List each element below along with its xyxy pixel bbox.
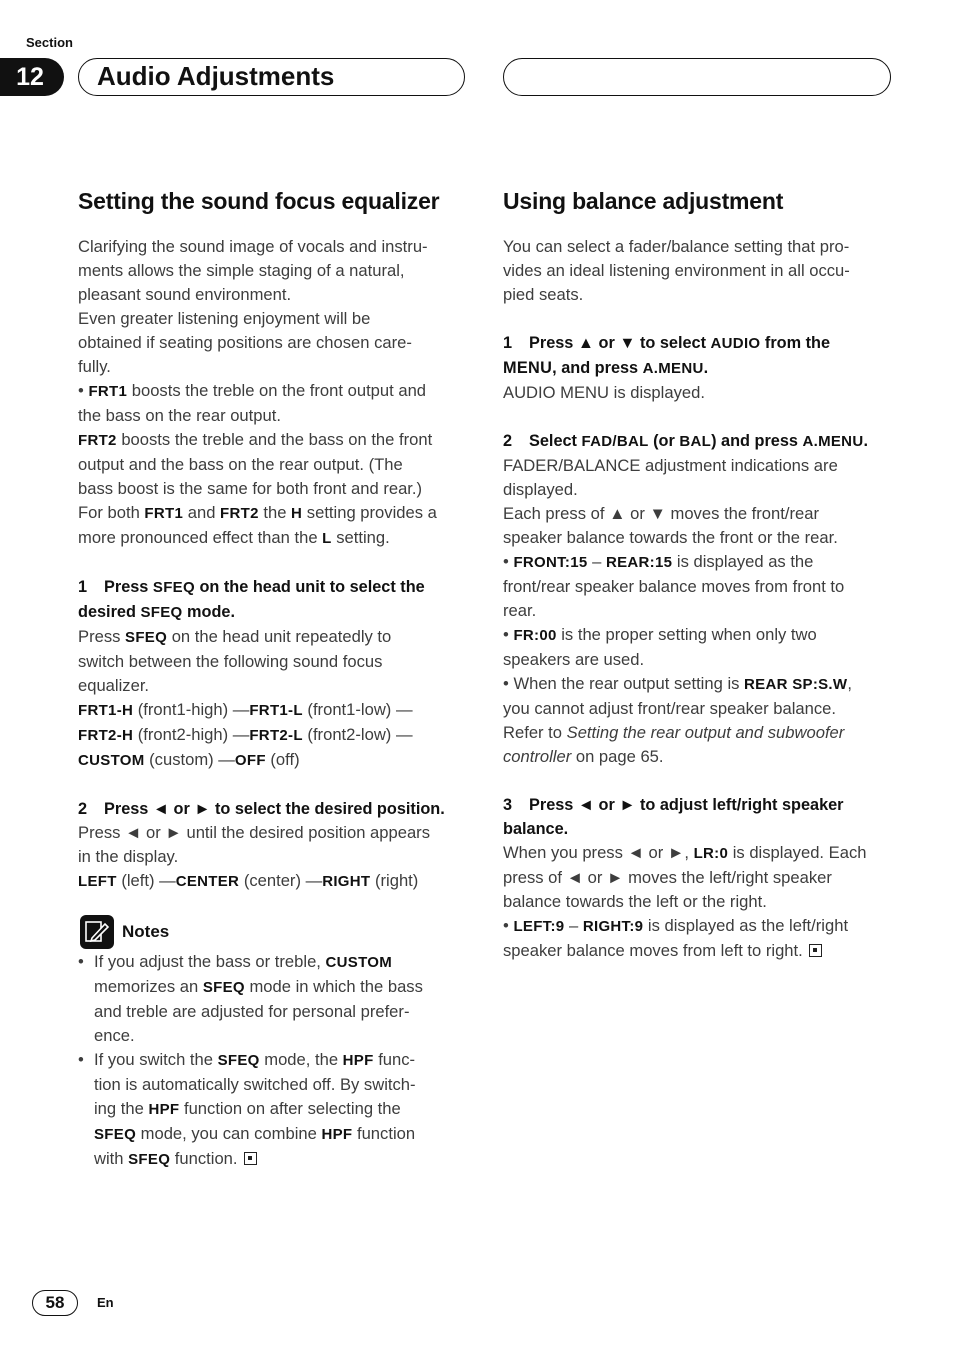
mode-sequence: FRT1-H (front1-high) —FRT1-L (front1-low) — [78, 700, 413, 719]
intro-line: obtained if seating positions are chosen care- [78, 333, 412, 352]
left-right-bullet-cont: speaker balance moves from left to right. [503, 939, 893, 963]
step-2-heading: 2 Press ◄ or ► to select the desired position. [78, 800, 445, 818]
intro-line: fully. [78, 357, 111, 376]
language-label: En [97, 1295, 114, 1310]
end-mark-icon [809, 944, 822, 957]
step-1-text-cont: switch between the following sound focus [78, 652, 383, 671]
position-sequence: LEFT (left) —CENTER (center) —RIGHT (right) [78, 871, 419, 890]
frt2-description: FRT2 boosts the treble and the bass on the front [78, 430, 433, 449]
sound-focus-heading: Setting the sound focus equalizer [78, 188, 440, 214]
frt2-description-cont: output and the bass on the rear output. (The [78, 455, 403, 474]
rear-output-bullet-cont: you cannot adjust front/rear speaker balance. [503, 699, 837, 718]
step-2-text: speaker balance towards the front or the rear. [503, 528, 838, 547]
step-1-heading: 1 Press ▲ or ▼ to select AUDIO from the [503, 334, 831, 352]
step-1-text: Press SFEQ on the head unit repeatedly to [78, 627, 392, 646]
right-column [503, 187, 893, 963]
intro-line: vides an ideal listening environment in all occu- [503, 261, 850, 280]
intro-line: pied seats. [503, 285, 584, 304]
front-rear-bullet-cont: front/rear speaker balance moves from front to [503, 577, 845, 596]
front-rear-bullet: • FRONT:15 – REAR:15 is displayed as the [503, 552, 814, 571]
intro-line: Even greater listening enjoyment will be [78, 309, 371, 328]
step-1-text: AUDIO MENU is displayed. [503, 383, 705, 402]
step-3-heading: 3 Press ◄ or ► to adjust left/right speaker [503, 796, 844, 814]
intro-line: You can select a fader/balance setting that pro- [503, 237, 850, 256]
note-item: • If you adjust the bass or treble, CUSTOM memorizes an SFEQ mode in which the bass and treble are adjusted for personal prefer- ence. [78, 952, 423, 1045]
step-2-text: Each press of ▲ or ▼ moves the front/rear [503, 504, 819, 523]
balance-heading: Using balance adjustment [503, 188, 784, 214]
step-1-text-cont: equalizer. [78, 676, 150, 695]
frt1-description: • FRT1 boosts the treble on the front output and [78, 381, 427, 400]
pencil-icon [80, 915, 114, 949]
rear-output-bullet: • When the rear output setting is REAR SP:S.W, [503, 674, 852, 693]
step-3-text-cont: balance towards the left or the right. [503, 892, 767, 911]
step-2-text: displayed. [503, 480, 578, 499]
section-label: Section [26, 35, 73, 50]
step-3-heading-cont: balance. [503, 820, 569, 838]
left-right-bullet: • LEFT:9 – RIGHT:9 is displayed as the left/right [503, 916, 849, 935]
header-blank-box [503, 58, 891, 96]
step-2-text: Press ◄ or ► until the desired position appears [78, 823, 430, 842]
notes-header [80, 914, 468, 950]
fr00-bullet: • FR:00 is the proper setting when only two [503, 625, 817, 644]
end-mark-icon [244, 1152, 257, 1165]
front-rear-bullet-cont: rear. [503, 601, 537, 620]
rear-output-reference: Refer to Setting the rear output and subwoofer [503, 723, 845, 742]
left-column [78, 187, 468, 1172]
step-1-heading-cont: MENU, and press A.MENU. [503, 359, 709, 377]
rear-output-reference-cont: controller on page 65. [503, 747, 664, 766]
intro-line: pleasant sound environment. [78, 285, 292, 304]
page-number: 58 [32, 1290, 78, 1316]
fr00-bullet-cont: speakers are used. [503, 650, 645, 669]
mode-sequence: FRT2-H (front2-high) —FRT2-L (front2-low) — [78, 725, 413, 744]
intro-line: ments allows the simple staging of a natural, [78, 261, 405, 280]
step-2-text-cont: in the display. [78, 847, 179, 866]
mode-sequence: CUSTOM (custom) —OFF (off) [78, 750, 300, 769]
intro-line: Clarifying the sound image of vocals and instru- [78, 237, 428, 256]
note-item: • If you switch the SFEQ mode, the HPF func- tion is automatically switched off. By switch- ing the HPF function on after selecting the SFEQ mode, you can combine HPF function with SFEQ function. [78, 1050, 416, 1168]
notes-label: Notes [122, 922, 170, 941]
both-setting-text: For both FRT1 and FRT2 the H setting provides a [78, 503, 437, 522]
frt1-description-cont: the bass on the rear output. [78, 406, 281, 425]
chapter-title: Audio Adjustments [78, 58, 465, 96]
step-2-heading: 2 Select FAD/BAL (or BAL) and press A.MENU. [503, 432, 868, 450]
step-1-heading: 1 Press SFEQ on the head unit to select the [78, 578, 425, 596]
section-number: 12 [0, 58, 64, 96]
step-2-text: FADER/BALANCE adjustment indications are [503, 456, 838, 475]
step-3-text: When you press ◄ or ►, LR:0 is displayed. Each [503, 843, 867, 862]
step-1-heading-cont: desired SFEQ mode. [78, 603, 235, 621]
both-setting-text-cont: more pronounced effect than the L setting. [78, 528, 390, 547]
step-3-text-cont: press of ◄ or ► moves the left/right speaker [503, 868, 832, 887]
frt2-description-cont: bass boost is the same for both front and rear.) [78, 479, 423, 498]
